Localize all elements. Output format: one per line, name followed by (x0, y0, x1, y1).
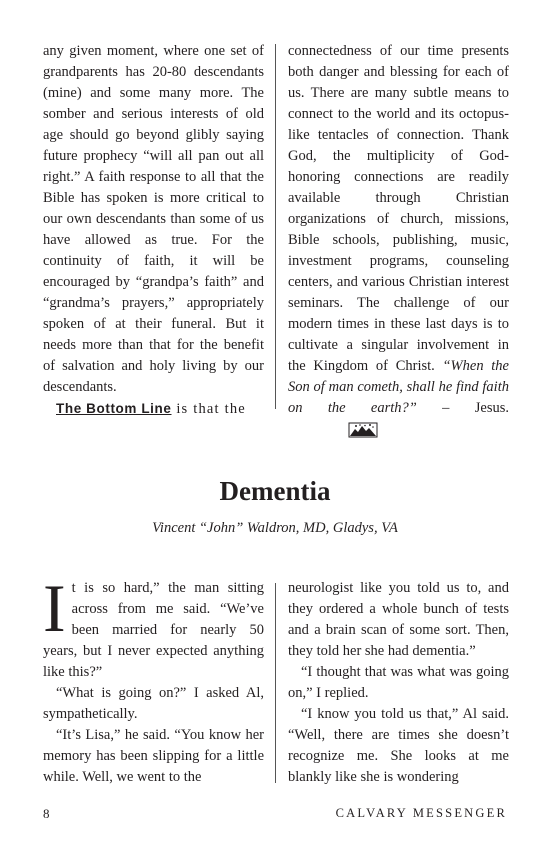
column-divider (275, 583, 276, 783)
column-divider (275, 44, 276, 409)
paragraph: “What is going on?” I asked Al, sympathetically. (43, 685, 264, 722)
article-title: Dementia (219, 476, 331, 506)
article-byline: Vincent “John” Waldron, MD, Gladys, VA (152, 520, 398, 536)
paragraph: “It’s Lisa,” he said. “You know her memory has been slipping for a little while. Well, we went to the (43, 727, 264, 785)
page-number: 8 (43, 806, 50, 821)
paragraph: any given moment, where one set of grandparents has 20-80 descendants (mine) and some many more. The somber and serious interests of old age should go beyond glibly saying future prophecy “will all pan out all right.” A faith response to all that the Bible has spoken is more critical to our own descendants than some of us have allowed as true. For the continuity of faith, it will be encouraged by “grandpa’s faith” and “grandma’s prayers,” appropriately spoken of at their funeral. But it needs more than that for the benefit of salvation and holy living by our descendants. (43, 43, 264, 395)
paragraph: “I know you told us that,” Al said. “Well, there are times she doesn’t recognize me. She looks at me blankly like she is wondering (288, 706, 509, 785)
end-of-article-icon (348, 422, 378, 438)
paragraph (43, 570, 264, 683)
top-left-column (43, 41, 264, 420)
paragraph (43, 398, 264, 420)
publication-title: CALVARY MESSENGER (335, 806, 507, 820)
paragraph: neurologist like you told us to, and they ordered a whole bunch of tests and a brain scan of some sort. Then, they told her she had dementia.” (288, 580, 509, 659)
drop-cap: I (43, 570, 66, 646)
bottom-right-column (288, 578, 509, 788)
top-right-column (288, 41, 509, 440)
paragraph: “I thought that was what was going on,” I replied. (288, 664, 509, 701)
bottom-left-column (43, 570, 264, 788)
scripture-quote: “When the Son of man cometh, shall he find faith on the earth?” (288, 358, 509, 416)
bottom-line-text: is that the (171, 401, 246, 417)
paragraph (288, 41, 509, 440)
bottom-line-label: The Bottom Line (56, 401, 172, 416)
quote-attribution: – Jesus. (416, 400, 509, 416)
paragraph-text: connectedness of our time presents both danger and blessing for each of us. There are many subtle means to connect to the world and its octopus-like tentacles of connection. Thank God, the multiplicity of God-honoring connections are readily available through Christian organizations of church, missions, Bible schools, publishing, music, investment programs, counseling centers, and various Christian interest seminars. The challenge of our modern times in these last days is to cultivate a singular involvement in the Kingdom of Christ. (288, 43, 509, 374)
paragraph-text: t is so hard,” the man sitting across from me said. “We’ve been married for nearly 50 years, but I never expected anything like this?” (43, 580, 264, 680)
